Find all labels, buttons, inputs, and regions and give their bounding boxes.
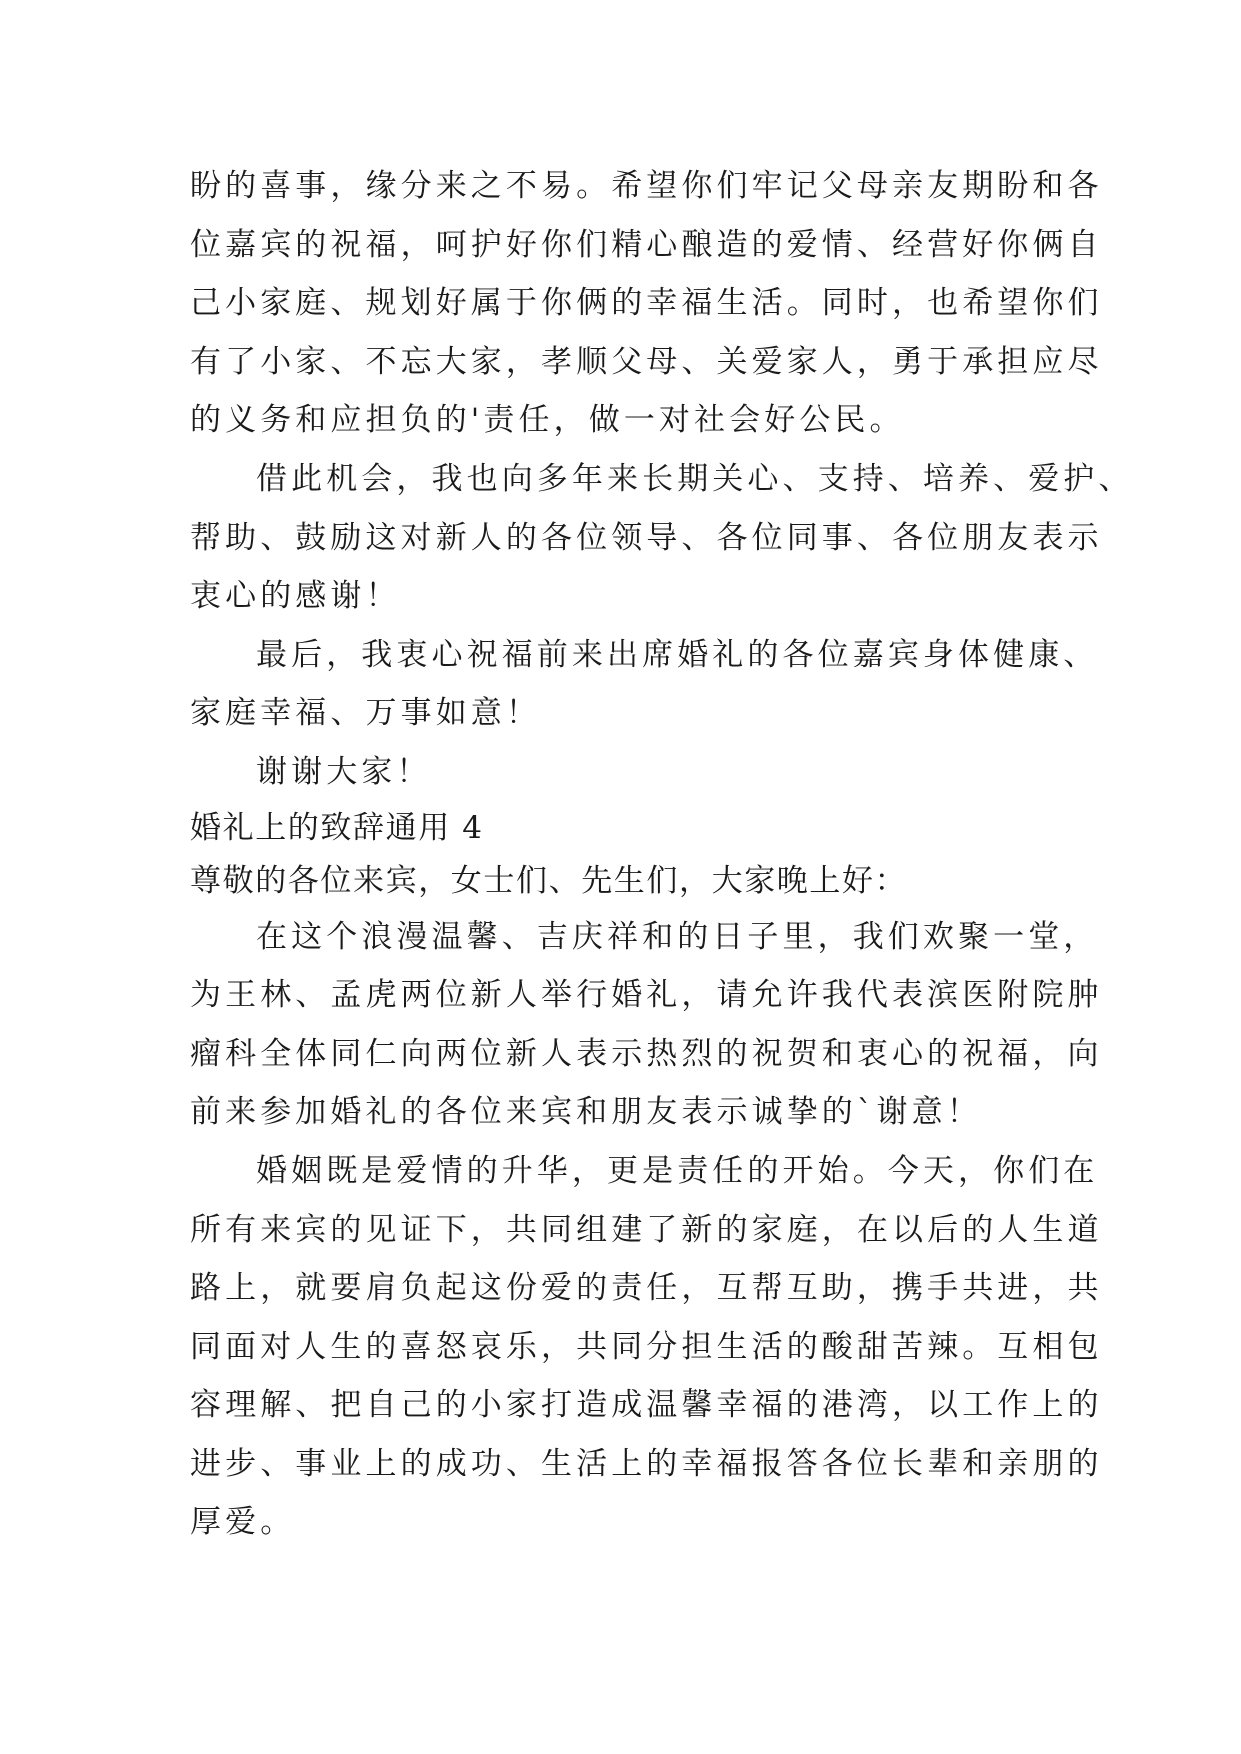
salutation-line: 尊敬的各位来宾，女士们、先生们，大家晚上好： xyxy=(190,862,908,899)
text-line: 位嘉宾的祝福，呵护好你们精心酿造的爱情、经营好你俩自 xyxy=(190,226,1103,263)
text-line: 己小家庭、规划好属于你俩的幸福生活。同时，也希望你们 xyxy=(190,285,1103,322)
text-line: 瘤科全体同仁向两位新人表示热烈的祝贺和衷心的祝福，向 xyxy=(190,1035,1103,1072)
paragraph-first-line: 婚姻既是爱情的升华，更是责任的开始。今天，你们在 xyxy=(256,1152,1099,1189)
text-line: 有了小家、不忘大家，孝顺父母、关爱家人，勇于承担应尽 xyxy=(190,343,1103,380)
section-heading: 婚礼上的致辞通用 4 xyxy=(190,809,484,846)
paragraph-first-line: 最后，我衷心祝福前来出席婚礼的各位嘉宾身体健康、 xyxy=(256,636,1099,673)
closing-line: 谢谢大家！ xyxy=(256,753,432,790)
paragraph-first-line: 借此机会，我也向多年来长期关心、支持、培养、爱护、 xyxy=(256,460,1134,497)
text-line: 帮助、鼓励这对新人的各位领导、各位同事、各位朋友表示 xyxy=(190,519,1103,556)
text-line: 家庭幸福、万事如意！ xyxy=(190,695,541,732)
text-line: 盼的喜事，缘分来之不易。希望你们牢记父母亲友期盼和各 xyxy=(190,168,1103,204)
text-line: 容理解、把自己的小家打造成温馨幸福的港湾，以工作上的 xyxy=(190,1387,1103,1424)
text-line: 同面对人生的喜怒哀乐，共同分担生活的酸甜苦辣。互相包 xyxy=(190,1328,1103,1365)
text-line: 路上，就要肩负起这份爱的责任，互帮互助，携手共进，共 xyxy=(190,1270,1103,1307)
text-line: 的义务和应担负的'责任，做一对社会好公民。 xyxy=(190,402,905,439)
text-line: 厚爱。 xyxy=(190,1504,296,1541)
document-body xyxy=(190,157,1134,1552)
text-line: 进步、事业上的成功、生活上的幸福报答各位长辈和亲朋的 xyxy=(190,1445,1103,1482)
text-line: 衷心的感谢！ xyxy=(190,578,401,615)
text-line: 前来参加婚礼的各位来宾和朋友表示诚挚的`谢意！ xyxy=(190,1094,982,1131)
text-line: 为王林、孟虎两位新人举行婚礼，请允许我代表滨医附院肿 xyxy=(190,977,1103,1014)
text-line: 所有来宾的见证下，共同组建了新的家庭，在以后的人生道 xyxy=(190,1211,1103,1248)
paragraph-first-line: 在这个浪漫温馨、吉庆祥和的日子里，我们欢聚一堂， xyxy=(256,918,1099,955)
